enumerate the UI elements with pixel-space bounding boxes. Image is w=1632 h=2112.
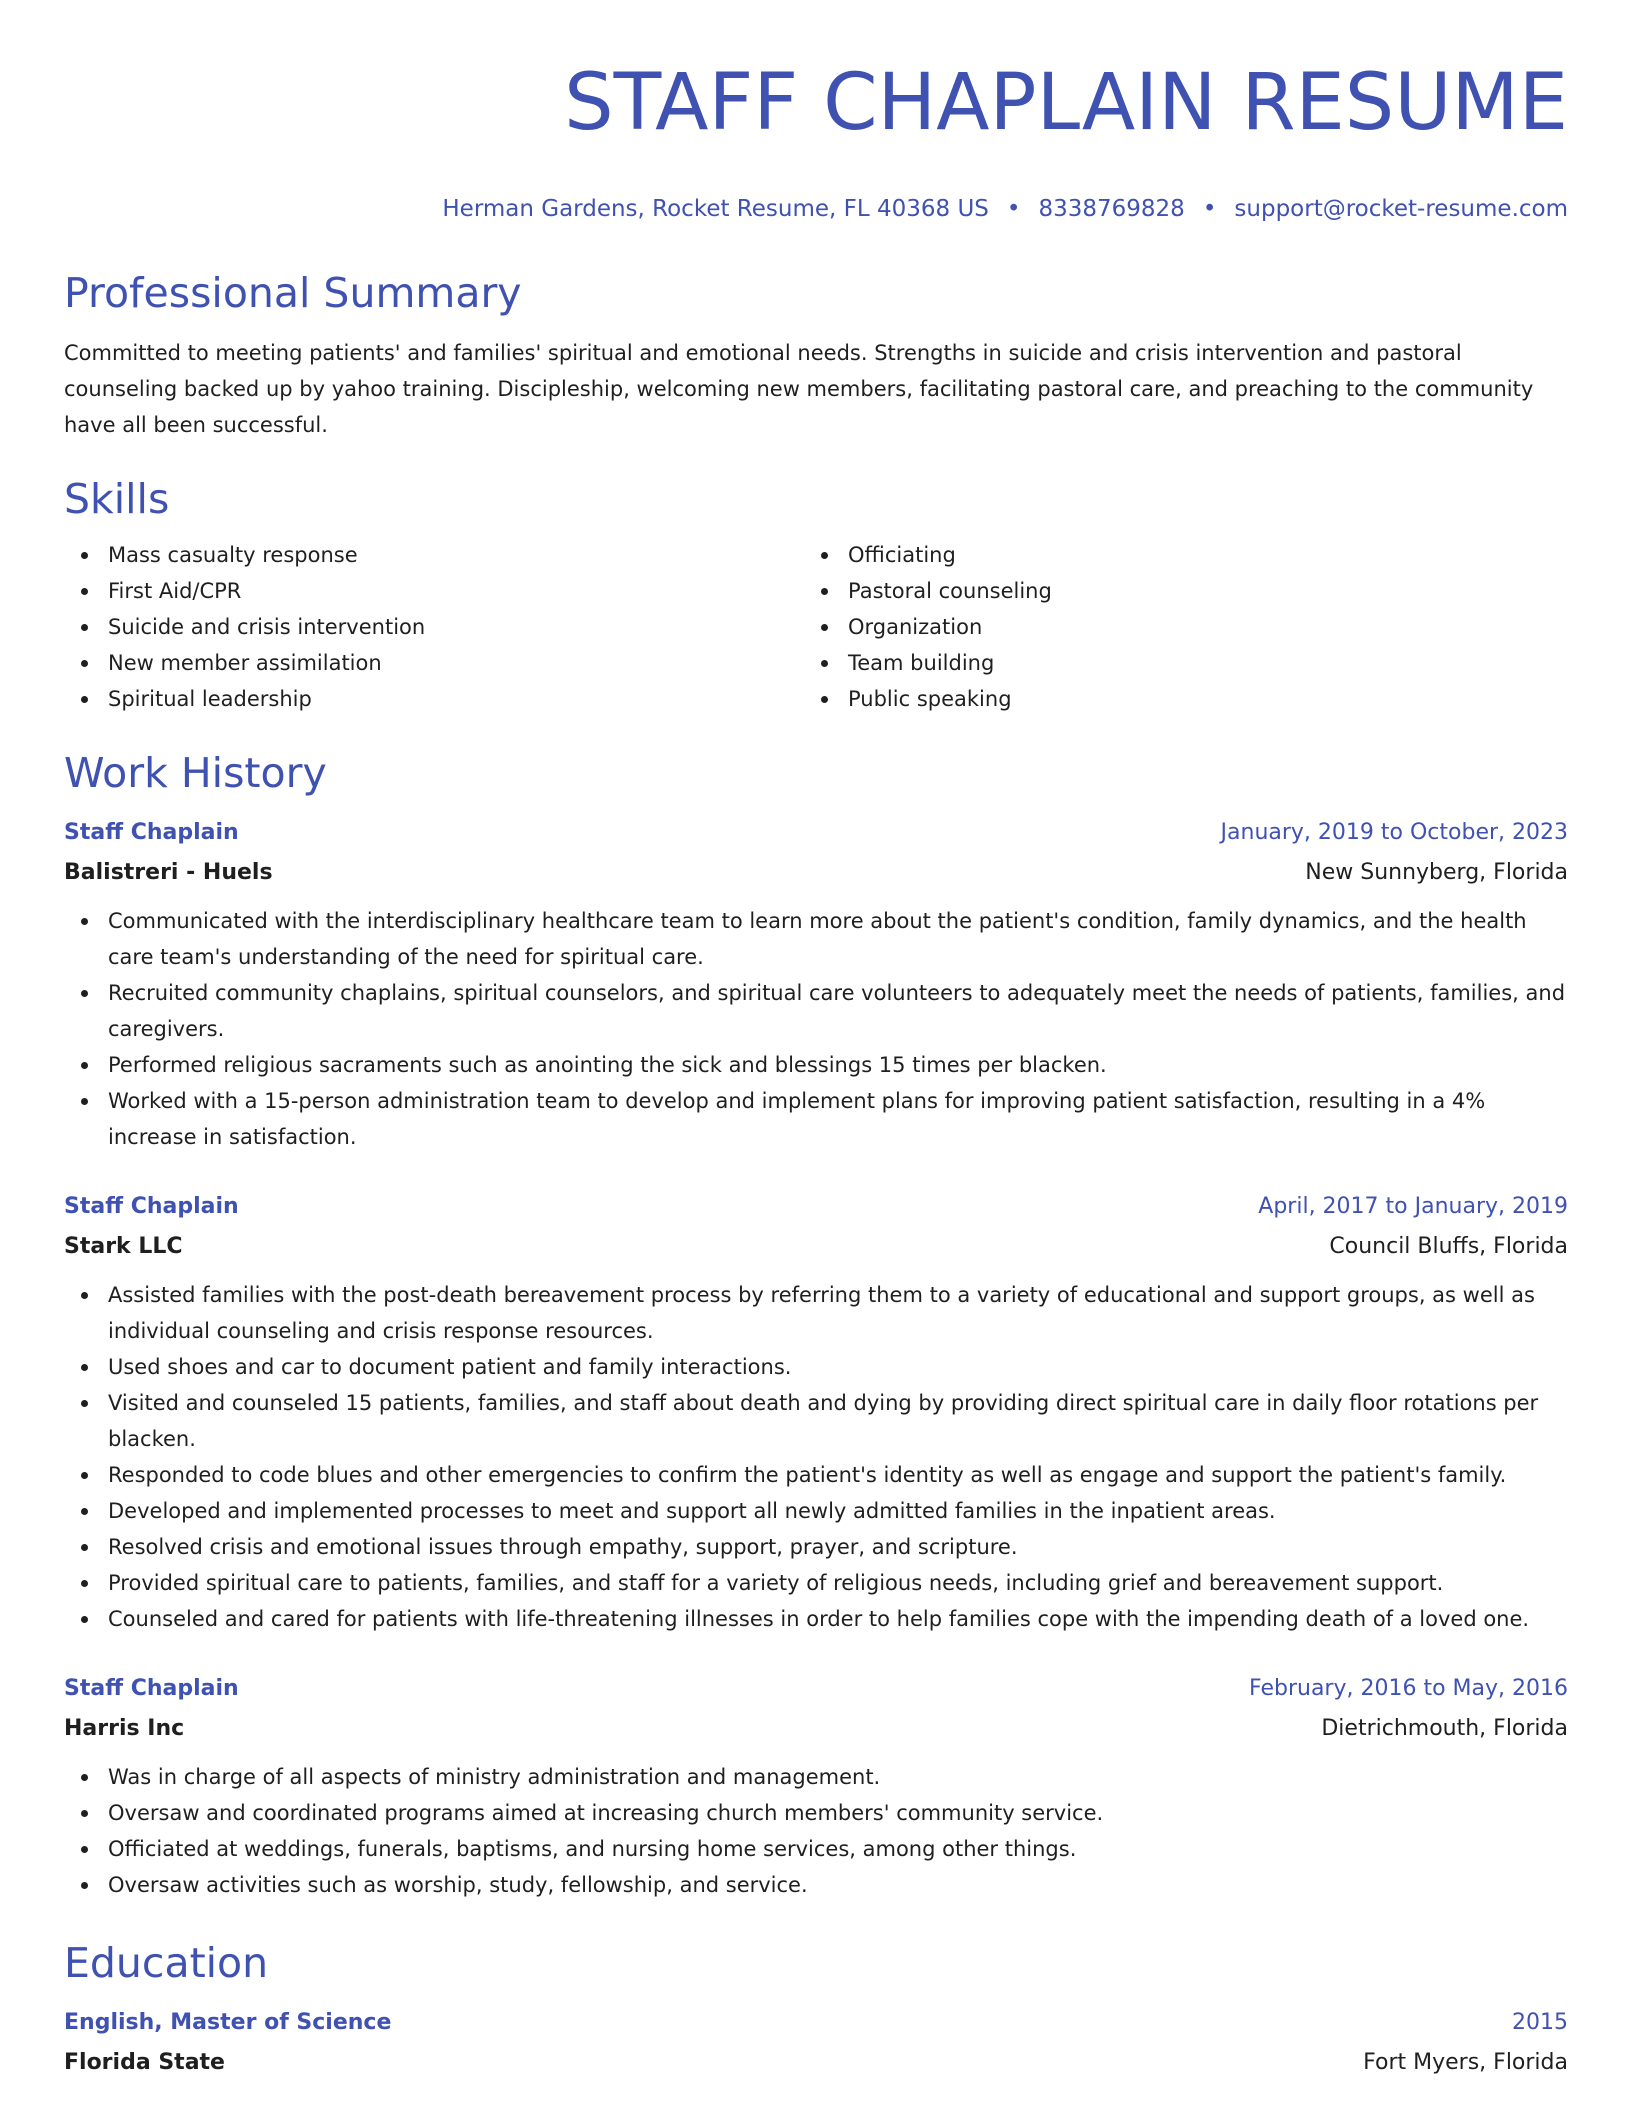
job-bullet: Officiated at weddings, funerals, baptisms, and nursing home services, among other things.: [64, 1831, 1568, 1867]
job-company-row: [64, 1227, 1568, 1267]
job-bullet: Used shoes and car to document patient and family interactions.: [64, 1349, 1568, 1385]
job-title: Staff Chaplain: [64, 1194, 239, 1219]
job-location: Dietrichmouth, Florida: [1321, 1716, 1568, 1741]
summary-text: Committed to meeting patients' and families' spiritual and emotional needs. Strengths in suicide and crisis intervention and pastoral counseling backed up by yahoo training. Discipleship, welcoming new members, facilitating pastoral care, and preaching to the community have all been successful.: [64, 341, 1534, 437]
job-title: Staff Chaplain: [64, 1676, 239, 1701]
job-bullet: Provided spiritual care to patients, families, and staff for a variety of religious needs, including grief and bereavement support.: [64, 1565, 1568, 1601]
skill-item: Spiritual leadership: [64, 681, 804, 717]
education-heading: Education: [64, 1939, 269, 1987]
job-entry: [64, 1187, 1568, 1637]
skill-item: Pastoral counseling: [804, 573, 1544, 609]
skill-item: Team building: [804, 645, 1544, 681]
work-history-heading: Work History: [64, 749, 327, 797]
contact-separator: •: [1006, 196, 1021, 222]
job-entry: [64, 813, 1568, 1155]
job-bullet: Responded to code blues and other emergencies to confirm the patient's identity as well as engage and support the patient's family.: [64, 1457, 1568, 1493]
education-degree-row: [64, 2003, 1568, 2043]
job-bullets: [64, 903, 1568, 1155]
job-entry: [64, 1669, 1568, 1903]
contact-line: [64, 193, 1568, 225]
contact-email[interactable]: support@rocket-resume.com: [1234, 196, 1568, 222]
job-company: Harris Inc: [64, 1716, 185, 1741]
job-header-row: [64, 1187, 1568, 1227]
job-company: Stark LLC: [64, 1234, 183, 1259]
job-bullet: Performed religious sacraments such as anointing the sick and blessings 15 times per blacken.: [64, 1047, 1568, 1083]
job-bullet: Worked with a 15-person administration team to develop and implement plans for improving patient satisfaction, resulting in a 4% increase in satisfaction.: [64, 1083, 1568, 1155]
summary-heading: Professional Summary: [64, 269, 522, 317]
job-bullet: Was in charge of all aspects of ministry administration and management.: [64, 1759, 1568, 1795]
skills-list: [64, 537, 1568, 717]
skills-column-right: [804, 537, 1544, 717]
contact-phone[interactable]: 8338769828: [1038, 196, 1185, 222]
skill-item: Officiating: [804, 537, 1544, 573]
job-location: Council Bluffs, Florida: [1329, 1234, 1568, 1259]
job-company-row: [64, 853, 1568, 893]
job-bullets: [64, 1277, 1568, 1637]
skills-column-left: [64, 537, 804, 717]
education-degree: English, Master of Science: [64, 2010, 392, 2035]
skills-heading: Skills: [64, 475, 170, 523]
job-bullet: Visited and counseled 15 patients, families, and staff about death and dying by providing direct spiritual care in daily floor rotations per blacken.: [64, 1385, 1568, 1457]
job-bullet: Recruited community chaplains, spiritual counselors, and spiritual care volunteers to adequately meet the needs of patients, families, and caregivers.: [64, 975, 1568, 1047]
skill-item: Public speaking: [804, 681, 1544, 717]
job-company: Balistreri - Huels: [64, 860, 273, 885]
education-location: Fort Myers, Florida: [1363, 2050, 1568, 2075]
job-location: New Sunnyberg, Florida: [1305, 860, 1568, 885]
job-header-row: [64, 1669, 1568, 1709]
job-company-row: [64, 1709, 1568, 1749]
job-title: Staff Chaplain: [64, 820, 239, 845]
education-entry: [64, 2003, 1568, 2083]
skill-item: Mass casualty response: [64, 537, 804, 573]
skill-item: First Aid/CPR: [64, 573, 804, 609]
job-bullet: Communicated with the interdisciplinary healthcare team to learn more about the patient's condition, family dynamics, and the health care team's understanding of the need for spiritual care.: [64, 903, 1568, 975]
job-bullet: Assisted families with the post-death bereavement process by referring them to a variety of educational and support groups, as well as individual counseling and crisis response resources.: [64, 1277, 1568, 1349]
job-bullet: Counseled and cared for patients with life-threatening illnesses in order to help families cope with the impending death of a loved one.: [64, 1601, 1568, 1637]
education-school-row: [64, 2043, 1568, 2083]
job-bullet: Resolved crisis and emotional issues through empathy, support, prayer, and scripture.: [64, 1529, 1568, 1565]
education-school: Florida State: [64, 2050, 225, 2075]
contact-separator: •: [1202, 196, 1217, 222]
skill-item: Organization: [804, 609, 1544, 645]
skill-item: New member assimilation: [64, 645, 804, 681]
skill-item: Suicide and crisis intervention: [64, 609, 804, 645]
resume-title: STAFF CHAPLAIN RESUME: [564, 58, 1568, 148]
job-dates: January, 2019 to October, 2023: [1220, 820, 1568, 845]
job-bullet: Oversaw and coordinated programs aimed at increasing church members' community service.: [64, 1795, 1568, 1831]
job-dates: February, 2016 to May, 2016: [1249, 1676, 1568, 1701]
contact-address: Herman Gardens, Rocket Resume, FL 40368 US: [442, 196, 989, 222]
job-bullet: Oversaw activities such as worship, study, fellowship, and service.: [64, 1867, 1568, 1903]
job-bullet: Developed and implemented processes to meet and support all newly admitted families in the inpatient areas.: [64, 1493, 1568, 1529]
job-header-row: [64, 813, 1568, 853]
job-bullets: [64, 1759, 1568, 1903]
job-dates: April, 2017 to January, 2019: [1258, 1194, 1568, 1219]
education-year: 2015: [1512, 2010, 1568, 2035]
